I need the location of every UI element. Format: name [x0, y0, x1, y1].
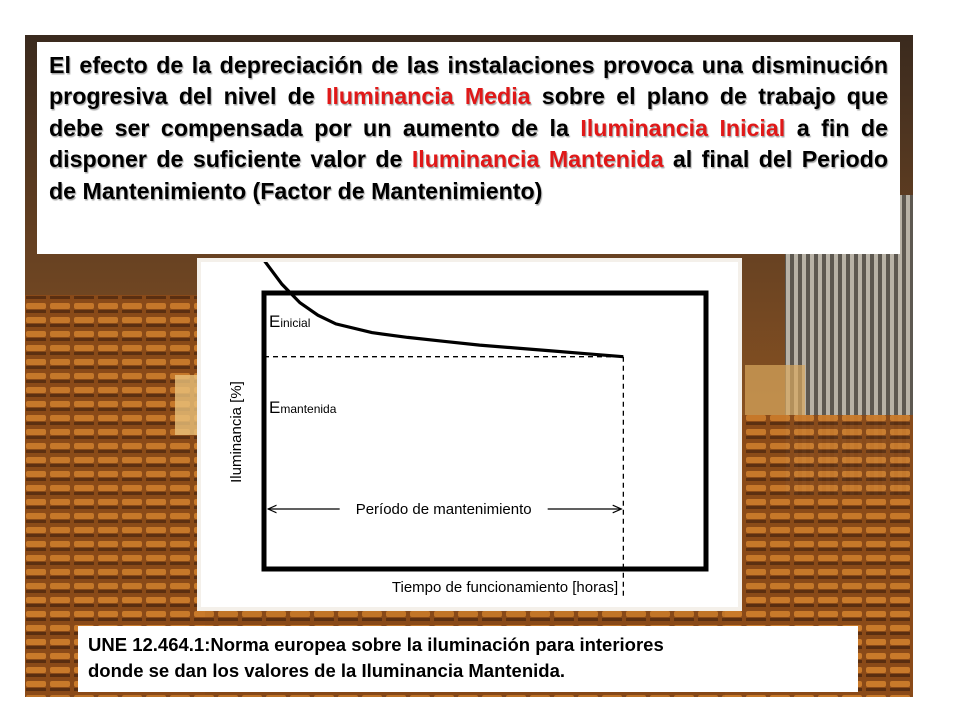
intro-text-3: a fin de disponer de suficiente valor de — [49, 114, 888, 173]
depreciation-chart-svg — [201, 262, 738, 607]
y-axis-label: Iluminancia [%] — [228, 381, 245, 483]
intro-text-1: El efecto de la depreciación de las instalaciones provoca una disminución progresiva del nivel de — [49, 52, 888, 110]
e-initial-label: Einicial — [269, 312, 311, 331]
intro-text-2: sobre el plano de trabajo que debe ser compensada por un aumento de la — [49, 83, 888, 141]
period-label: Período de mantenimiento — [355, 501, 532, 518]
standard-reference-note — [78, 626, 858, 692]
highlight-iluminancia-mantenida: Iluminancia Mantenida — [411, 146, 664, 173]
depreciation-diagram — [201, 262, 738, 607]
e-maintained-label: Emantenida — [269, 398, 337, 417]
illuminance-curve — [264, 262, 623, 357]
intro-paragraph — [37, 42, 900, 254]
note-line-2: donde se dan los valores de la Iluminancia Mantenida. — [88, 660, 566, 681]
highlight-iluminancia-media: Iluminancia Media — [326, 83, 531, 110]
note-line-1: UNE 12.464.1:Norma europea sobre la iluminación para interiores — [88, 634, 664, 655]
depreciation-diagram-frame — [197, 258, 742, 611]
highlight-iluminancia-inicial: Iluminancia Inicial — [580, 114, 786, 141]
intro-text-4: al final del Periodo de Mantenimiento (Factor de Mantenimiento) — [49, 146, 889, 204]
plot-frame — [264, 293, 706, 569]
x-axis-label: Tiempo de funcionamiento [horas] — [391, 579, 619, 596]
